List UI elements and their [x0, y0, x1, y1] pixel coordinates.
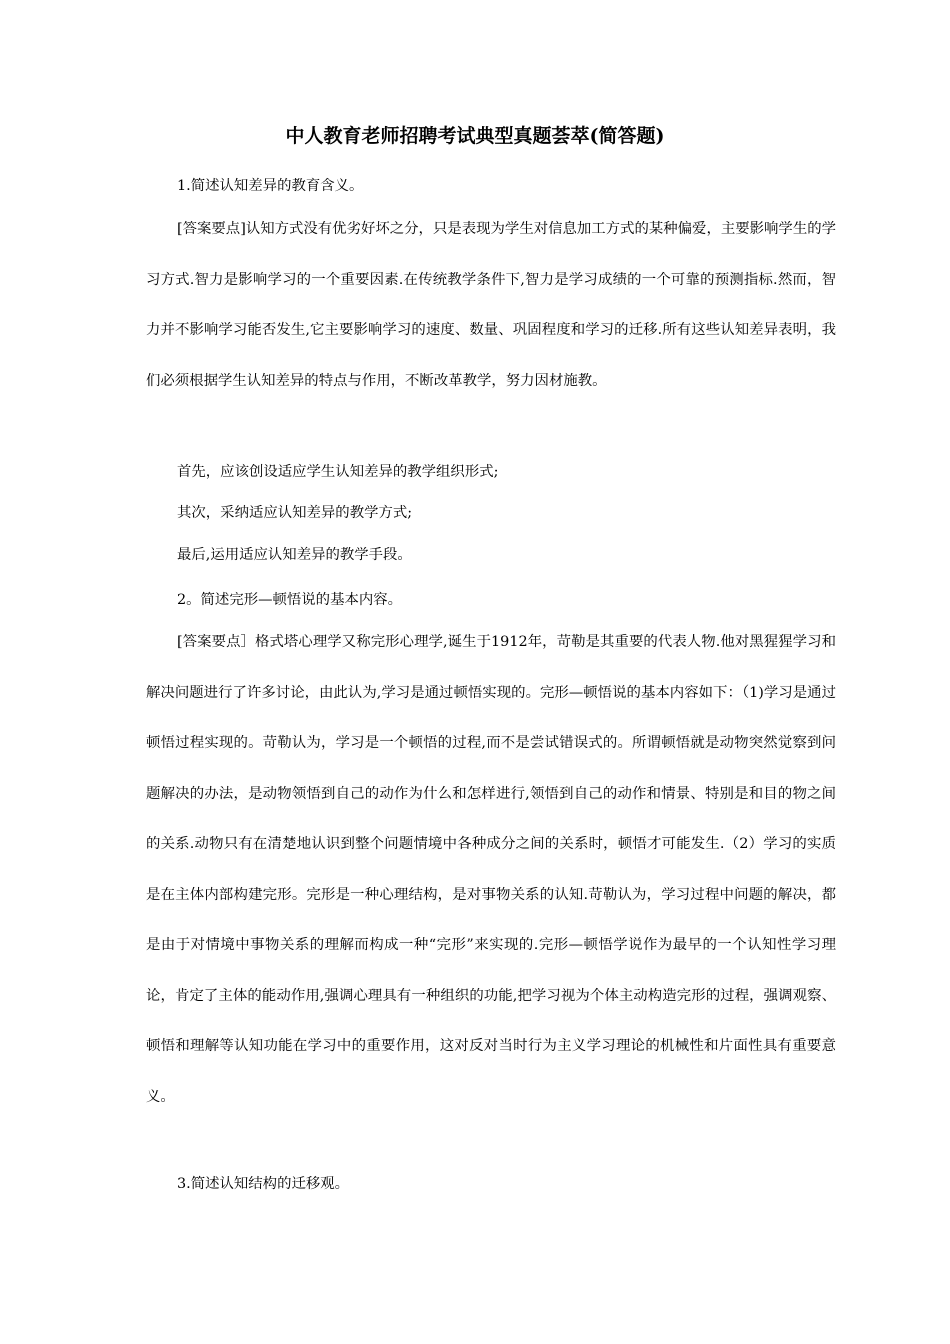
document-title: 中人教育老师招聘考试典型真题荟萃(简答题): [285, 125, 665, 147]
question-1: 1.简述认知差异的教育含义。: [177, 178, 364, 194]
answer-1-point-first: 首先，应该创设适应学生认知差异的教学组织形式;: [177, 464, 499, 480]
answer-1-point-last: 最后,运用适应认知差异的教学手段。: [177, 547, 412, 563]
question-2: 2。简述完形—顿悟说的基本内容。: [177, 592, 403, 608]
question-3: 3.简述认知结构的迁移观。: [177, 1176, 350, 1192]
answer-1: [答案要点]认知方式没有优劣好坏之分，只是表现为学生对信息加工方式的某种偏爱，主要影响学生的学习方式.智力是影响学习的一个重要因素.在传统教学条件下,智力是学习成绩的一个可靠的预测指标.然而，智力并不影响学习能否发生,它主要影响学习的速度、数量、巩固程度和学习的迁移.所有这些认知差异表明，我们必须根据学生认知差异的特点与作用，不断改革教学，努力因材施教。: [146, 221, 836, 389]
answer-2: [答案要点］格式塔心理学又称完形心理学,诞生于1912年，苛勒是其重要的代表人物.他对黑猩猩学习和解决问题进行了许多讨论，由此认为,学习是通过顿悟实现的。完形—顿悟说的基本内容如下：（1)学习是通过顿悟过程实现的。苛勒认为，学习是一个顿悟的过程,而不是尝试错误式的。所谓顿悟就是动物突然觉察到问题解决的办法，是动物领悟到自己的动作为什么和怎样进行,领悟到自己的动作和情景、特别是和目的物之间的关系.动物只有在清楚地认识到整个问题情境中各种成分之间的关系时，顿悟才可能发生.（2）学习的实质是在主体内部构建完形。完形是一种心理结构，是对事物关系的认知.苛勒认为，学习过程中问题的解决，都是由于对情境中事物关系的理解而构成一种“完形”来实现的.完形—顿悟学说作为最早的一个认知性学习理论，肯定了主体的能动作用,强调心理具有一种组织的功能,把学习视为个体主动构造完形的过程，强调观察、顿悟和理解等认知功能在学习中的重要作用，这对反对当时行为主义学习理论的机械性和片面性具有重要意义。: [146, 634, 836, 1105]
answer-1-point-second: 其次，采纳适应认知差异的教学方式;: [177, 505, 413, 521]
